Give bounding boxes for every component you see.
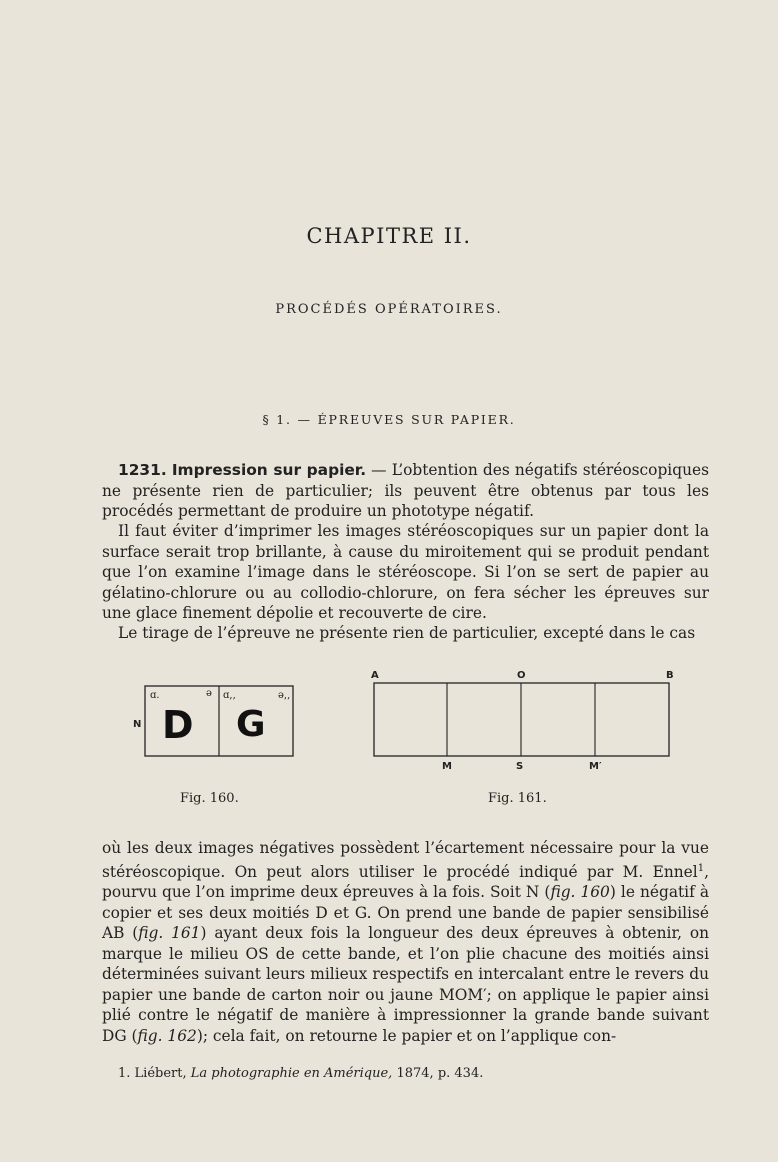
section-title: § 1. — ÉPREUVES SUR PAPIER. [262,412,516,427]
paragraph-text: ) le négatif à copier et ses deux moitiés D et G. On prend une bande de papier sensibilisé AB ( [102,883,710,943]
label-m-prime: M′ [589,761,602,772]
label-s: S [516,761,524,772]
paragraph-text: Il faut éviter d’imprimer les images stéréoscopiques sur un papier dont la surface serait trop brillante, à cause du miroitement qui se produit pendant que l’on examine l’image dans le stéréoscope. Si l’on se sert de papier au gélatino-chlorure ou au collodio-chlorure, on fera sécher les épreuves sur une glace finement dépolie et recouverte de cire. [102,522,709,622]
paragraph-3 [102,623,709,644]
paragraph-4 [102,838,709,1046]
paragraph-text: ) ayant deux fois la longueur des deux épreuves à obtenir, on marque le milieu OS de cette bande, et l’on plie chacune des moitiés ainsi déterminées suivant leurs milieux respectifs en intercalant entre le revers du papier une bande de carton noir ou jaune MOM′; on applique le papier ainsi plié contre le négatif de manière à impressionner la grande bande suivant DG ( [102,924,710,1045]
figure-ref: fig. 161 [138,924,201,943]
paragraph-2 [102,521,709,624]
paragraph-number: 1231. [118,461,167,479]
footnote-number: 1. [118,1066,131,1081]
paragraph-text: — L’obtention des négatifs stéréoscopiques ne présente rien de particulier; ils peuvent être obtenus par tous les procédés permettant de produire un phototype négatif. [102,461,709,520]
figure-161 [365,665,685,773]
figure-160-caption: Fig. 160. [180,791,239,806]
corner-mark: ə,, [278,690,291,701]
paragraph-text: ); cela fait, on retourne le papier et on l’applique con- [196,1026,617,1045]
footnote [118,1066,483,1081]
paragraph-text: Le tirage de l’épreuve ne présente rien de particulier, excepté dans le cas [118,624,696,642]
figure-160 [130,680,300,764]
letter-d: D [162,703,194,747]
figure-ref: fig. 162 [137,1026,197,1045]
label-m: M [442,761,452,772]
label-n: N [133,719,142,730]
corner-mark: ɑ. [150,690,160,701]
letter-g: G [236,704,266,745]
figure-161-caption: Fig. 161. [488,791,547,806]
chapter-title: CHAPITRE II. [306,224,472,248]
paragraph-text: où les deux images négatives possèdent l’écartement nécessaire pour la vue stéréoscopique. On peut alors utiliser le procédé indiqué par M. Ennel [102,839,709,881]
label-a: A [371,670,379,681]
paragraph-1231 [102,460,709,522]
footnote-author: Liébert, [134,1066,187,1081]
corner-mark: ə [206,688,212,699]
paragraph-text: , pourvu que l’on imprime deux épreuves à la fois. Soit N ( [102,862,709,902]
label-o: O [517,670,526,681]
label-b: B [666,670,674,681]
corner-mark: ɑ,, [223,690,236,701]
footnote-rest: 1874, p. 434. [396,1066,484,1081]
figure-ref: fig. 160 [550,883,610,902]
paragraph-heading: Impression sur papier. [171,461,367,479]
footnote-ref: 1 [697,862,705,874]
chapter-subtitle: PROCÉDÉS OPÉRATOIRES. [275,302,503,317]
footnote-work: La photographie en Amérique, [190,1066,393,1081]
